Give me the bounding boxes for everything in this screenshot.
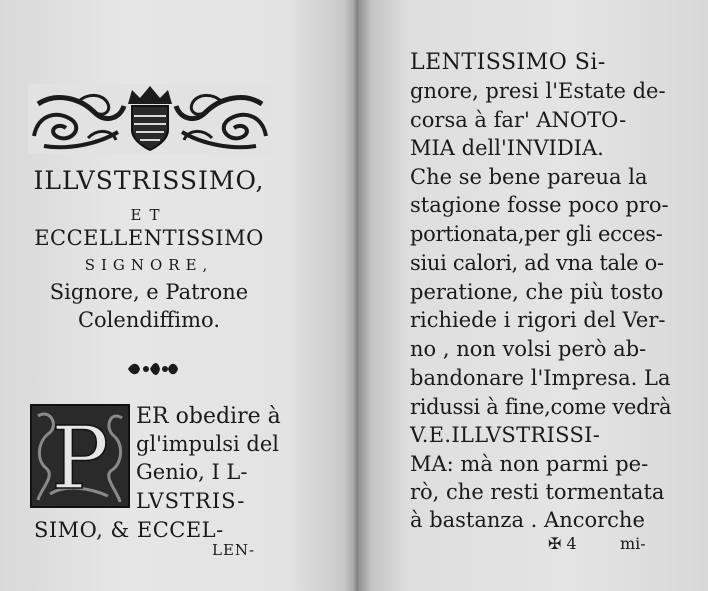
right-line-11: no , non volsi però ab-	[410, 337, 647, 361]
right-line-5: Che se bene pareua la	[410, 165, 648, 189]
fleuron-icon	[124, 360, 180, 378]
right-line-6: stagione fosse poco pro-	[410, 193, 669, 217]
fleuron-ornament	[124, 360, 180, 378]
body-line-4: LVSTRIS-	[136, 489, 246, 513]
signature-mark: ✠ 4	[548, 534, 577, 553]
body-line-2: gl'impulsi del	[136, 432, 280, 456]
right-line-15: MA: mà non parmi pe-	[410, 452, 649, 476]
dedication-line-1: ILLVSTRISSIMO,	[33, 166, 265, 195]
right-line-2: gnore, presi l'Estate de-	[410, 79, 666, 103]
right-line-10: richiede i rigori del Ver-	[410, 308, 666, 332]
drop-cap-letter: P	[51, 409, 109, 508]
right-line-14: V.E.ILLVSTRISSI-	[410, 423, 601, 447]
body-line-1: ER obedire à	[136, 404, 281, 429]
right-line-16: rò, che resti tormentata	[410, 480, 665, 504]
dedication-line-6: Colendiffimo.	[77, 308, 221, 332]
left-catchword: LEN-	[212, 541, 256, 559]
coat-of-arms-ornament-icon	[28, 84, 272, 154]
dedication-line-2: ET	[130, 206, 168, 224]
decorated-drop-cap	[30, 404, 130, 508]
dedication-line-5: Signore, e Patrone	[49, 280, 249, 304]
right-page	[358, 0, 708, 591]
ornamental-headpiece	[28, 84, 272, 154]
right-line-1: LENTISSIMO Si-	[410, 50, 606, 75]
body-line-5: SIMO, & ECCEL-	[34, 518, 224, 542]
right-line-13: ridussi à fine,come vedrà	[410, 395, 672, 419]
right-line-7: portionata,per gli ecces-	[410, 222, 663, 246]
right-line-8: siui calori, ad vna tale o-	[410, 251, 664, 275]
right-line-17: à bastanza . Ancorche	[410, 508, 645, 532]
right-line-9: peratione, che più tosto	[410, 280, 664, 304]
foliate-initial-icon	[30, 404, 130, 508]
right-line-3: corsa à far' ANOTO-	[410, 108, 627, 132]
right-line-4: MIA dell'INVIDIA.	[410, 136, 604, 160]
body-line-3: Genio, I L-	[136, 460, 248, 484]
right-catchword: mi-	[620, 534, 646, 553]
dedication-line-3: ECCELLENTISSIMO	[34, 226, 264, 250]
right-line-12: bandonare l'Impresa. La	[410, 366, 671, 390]
dedication-line-4: SIGNORE,	[84, 256, 214, 274]
